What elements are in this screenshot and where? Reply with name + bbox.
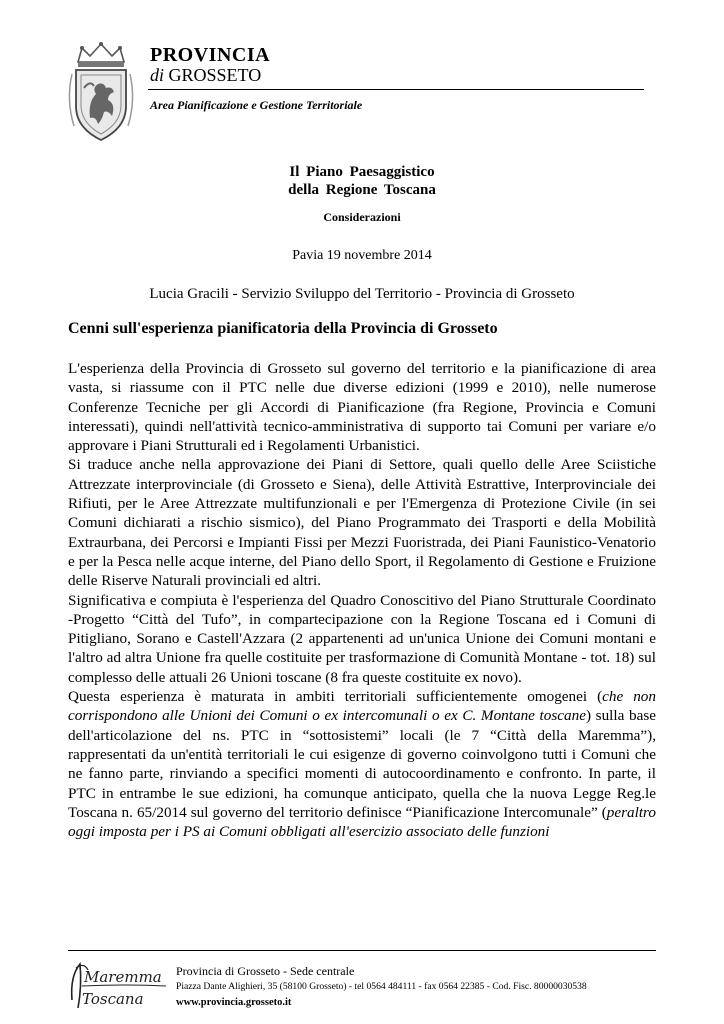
paragraph-1: L'esperienza della Provincia di Grosseto sul governo del territorio e la pianificazione di area vasta, si riassume con il PTC nelle due diverse edizioni (1999 e 2010), nelle numerose Conferenze Tecniche per gli Accordi di Pianificazione (fra Regione, Provincia e Comuni interessati), quindi nell'attività tecnico-amministrativa di supporto tai Comuni per variare e/o approvare i Piani Strutturali ed i Regolamenti Urbanistici.: [68, 360, 656, 455]
org-sub-di: di: [150, 65, 165, 85]
paragraph-4: [68, 687, 656, 841]
provincial-coat-of-arms-icon: [64, 40, 138, 144]
paragraph-4-italic-d: peraltro oggi imposta per i PS ai Comuni obbligati all'esercizio associato delle funzioni: [68, 803, 656, 841]
org-area: Area Pianificazione e Gestione Territoriale: [150, 98, 363, 112]
body-text: [68, 359, 656, 841]
footer-website-link[interactable]: www.provincia.grosseto.it: [176, 997, 292, 1008]
logo-text-maremma: Maremma: [84, 968, 162, 986]
paragraph-2: Si traduce anche nella approvazione dei Piani di Settore, quali quello delle Aree Sciistiche Attrezzate interprovinciale (di Grosseto e Siena), delle Attività Estrattive, Interprovinciale dei Rifiuti, per le Aree Attrezzate multifunzionali e per l'Emergenza di Protezione Civile (in sei Comuni dichiarati a rischio sismico), del Piano Programmato dei Trasporti e della Mobilità Extraurbana, dei Percorsi e Impianti Fissi per Mezzi Fuoristrada, dei Piani Faunistico-Venatorio e per la Pesca nelle acque interne, del Piano dello Sport, il Regolamento di Gestione e Fruizione delle Riserve Naturali provinciali ed altri.: [68, 456, 656, 590]
paragraph-4-part-a: Questa esperienza è maturata in ambiti territoriali sufficientemente omogenei (: [68, 688, 603, 706]
org-sub-city: GROSSETO: [168, 65, 262, 85]
footer-address: Piazza Dante Alighieri, 35 (58100 Grosseto) - tel 0564 484111 - fax 0564 22385 - Cod. Fisc. 80000030538: [176, 981, 587, 992]
doc-title-line1: Il Piano Paesaggistico: [289, 164, 435, 180]
doc-title-line2: della Regione Toscana: [288, 182, 436, 198]
maremma-toscana-logo: [66, 956, 172, 1016]
paragraph-3: Significativa e compiuta è l'esperienza del Quadro Conoscitivo del Piano Strutturale Coordinato -Progetto “Città del Tufo”, in compartecipazione con la Regione Toscana ed i Comuni di Pitigliano, Sorano e Castell'Azzara (2 appartenenti ad un'unica Unione dei Comuni montani e l'altro ad altra Unione fra quelle costituite per trasformazione di Comunità Montane - tot. 18) sul complesso delle attuali 26 Unioni toscane (8 fra queste costituite ex novo).: [68, 591, 656, 686]
org-subtitle: [150, 64, 261, 86]
header-divider: [148, 89, 644, 90]
doc-date: Pavia 19 novembre 2014: [292, 248, 432, 263]
paragraph-4-italic-b: che non corrispondono alle Unioni dei Comuni o ex intercomunali o ex C. Montane toscane: [68, 688, 656, 725]
doc-subtitle: Considerazioni: [323, 210, 401, 224]
logo-text-toscana: Toscana: [82, 990, 144, 1008]
doc-author: Lucia Gracili - Servizio Sviluppo del Territorio - Provincia di Grosseto: [149, 286, 575, 302]
footer-divider: [68, 950, 656, 951]
org-name: PROVINCIA: [150, 44, 271, 66]
section-title: Cenni sull'esperienza pianificatoria della Provincia di Grosseto: [68, 320, 498, 337]
footer-org-name: Provincia di Grosseto - Sede centrale: [176, 964, 355, 978]
paragraph-4-part-c: ) sulla base dell'articolazione del ns. PTC in “sottosistemi” locali (le 7 “Città della Maremma”), rappresentati da un'entità territoriali le cui esigenze di governo coinvolgono tutti i Comuni che ne fanno parte, rinviando a specifici momenti di autocoordinamento e confronto. In parte, il PTC in entrambe le sue edizioni, ha comunque anticipato, quella che la nuova Legge Reg.le Toscana n. 65/2014 sul governo del territorio definisce “Pianificazione Intercomunale” (: [68, 707, 656, 821]
